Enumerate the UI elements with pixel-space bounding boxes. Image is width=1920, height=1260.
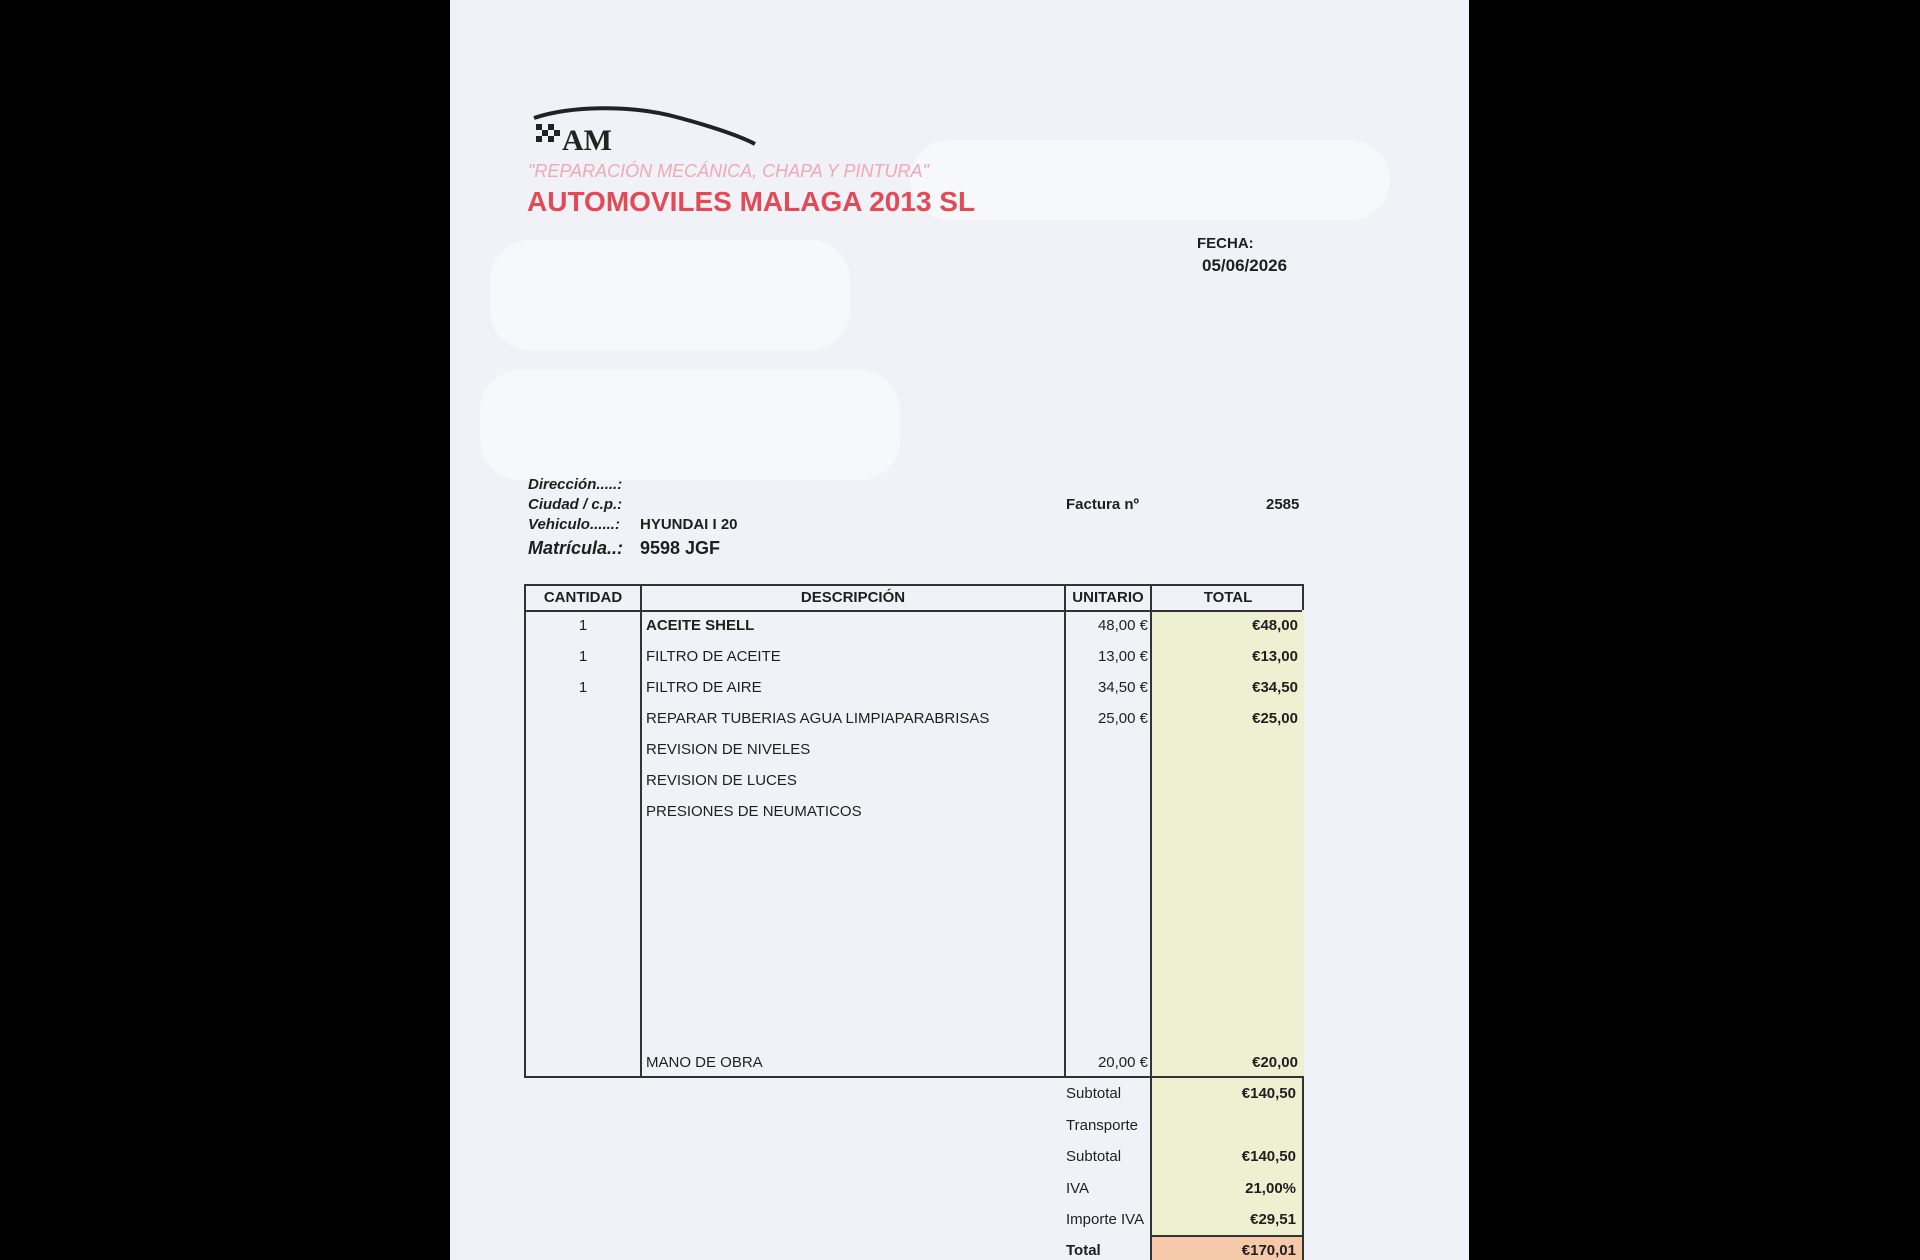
labor-unit-price: 20,00 € <box>1097 1054 1148 1071</box>
row-description: PRESIONES DE NEUMATICOS <box>646 803 862 820</box>
row-unit-price: 34,50 € <box>1097 679 1148 696</box>
row-unit-price: 13,00 € <box>1097 648 1148 665</box>
vat-label: IVA <box>1066 1180 1090 1197</box>
table-row <box>526 710 1302 741</box>
total-value: €170,01 <box>1241 1242 1296 1259</box>
row-total: €13,00 <box>1252 648 1298 665</box>
header-description: DESCRIPCIÓN <box>800 589 906 606</box>
row-description: FILTRO DE AIRE <box>646 679 762 696</box>
vehicle-label: Vehiculo......: <box>528 516 620 533</box>
plate-value: 9598 JGF <box>640 538 721 558</box>
row-qty: 1 <box>578 617 588 634</box>
redacted-area <box>490 240 850 350</box>
invoice-number-label: Factura nº <box>1066 496 1139 513</box>
company-name: AUTOMOVILES MALAGA 2013 SL <box>527 186 976 217</box>
row-unit-price: 25,00 € <box>1097 710 1148 727</box>
transport-label: Transporte <box>1066 1117 1138 1134</box>
invoice-number: 2585 <box>1266 496 1300 513</box>
header-unit-price: UNITARIO <box>1072 589 1144 606</box>
vat-amount-label: Importe IVA <box>1066 1211 1145 1228</box>
date-value: 05/06/2026 <box>1202 256 1288 275</box>
total-label: Total <box>1066 1242 1101 1259</box>
redacted-area <box>480 370 900 480</box>
company-tagline: "REPARACIÓN MECÁNICA, CHAPA Y PINTURA" <box>528 161 929 181</box>
vat-rate: 21,00% <box>1245 1180 1296 1197</box>
row-description: REVISION DE LUCES <box>646 772 797 789</box>
date-label: FECHA: <box>1197 235 1254 252</box>
row-description: ACEITE SHELL <box>646 617 755 634</box>
row-total: €48,00 <box>1252 617 1298 634</box>
items-table <box>524 584 1304 1078</box>
table-row <box>526 772 1302 803</box>
vat-amount: €29,51 <box>1250 1211 1296 1228</box>
svg-text:AM: AM <box>562 124 612 152</box>
subtotal-label: Subtotal <box>1066 1085 1122 1102</box>
city-label: Ciudad / c.p.: <box>528 496 623 513</box>
company-logo <box>530 104 760 152</box>
row-description: REPARAR TUBERIAS AGUA LIMPIAPARABRISAS <box>646 710 990 727</box>
row-description: FILTRO DE ACEITE <box>646 648 781 665</box>
table-row <box>526 617 1302 648</box>
row-total: €34,50 <box>1252 679 1298 696</box>
subtotal-value: €140,50 <box>1241 1085 1296 1102</box>
table-row <box>526 803 1302 834</box>
table-row <box>526 741 1302 772</box>
row-total: €25,00 <box>1252 710 1298 727</box>
address-label: Dirección.....: <box>528 476 623 493</box>
subtotal2-value: €140,50 <box>1241 1148 1296 1165</box>
vehicle-value: HYUNDAI I 20 <box>640 516 738 533</box>
table-row <box>526 648 1302 679</box>
redacted-area <box>910 140 1390 220</box>
labor-total: €20,00 <box>1252 1054 1298 1071</box>
row-unit-price: 48,00 € <box>1097 617 1148 634</box>
invoice-page <box>450 0 1469 1260</box>
subtotal2-label: Subtotal <box>1066 1148 1122 1165</box>
table-row <box>526 679 1302 710</box>
header-total: TOTAL <box>1203 589 1253 606</box>
header-divider <box>526 610 1302 612</box>
plate-label: Matrícula..: <box>528 538 624 558</box>
labor-description: MANO DE OBRA <box>646 1054 763 1071</box>
row-description: REVISION DE NIVELES <box>646 741 811 758</box>
row-qty: 1 <box>578 648 588 665</box>
row-qty: 1 <box>578 679 588 696</box>
header-qty: CANTIDAD <box>543 589 623 606</box>
